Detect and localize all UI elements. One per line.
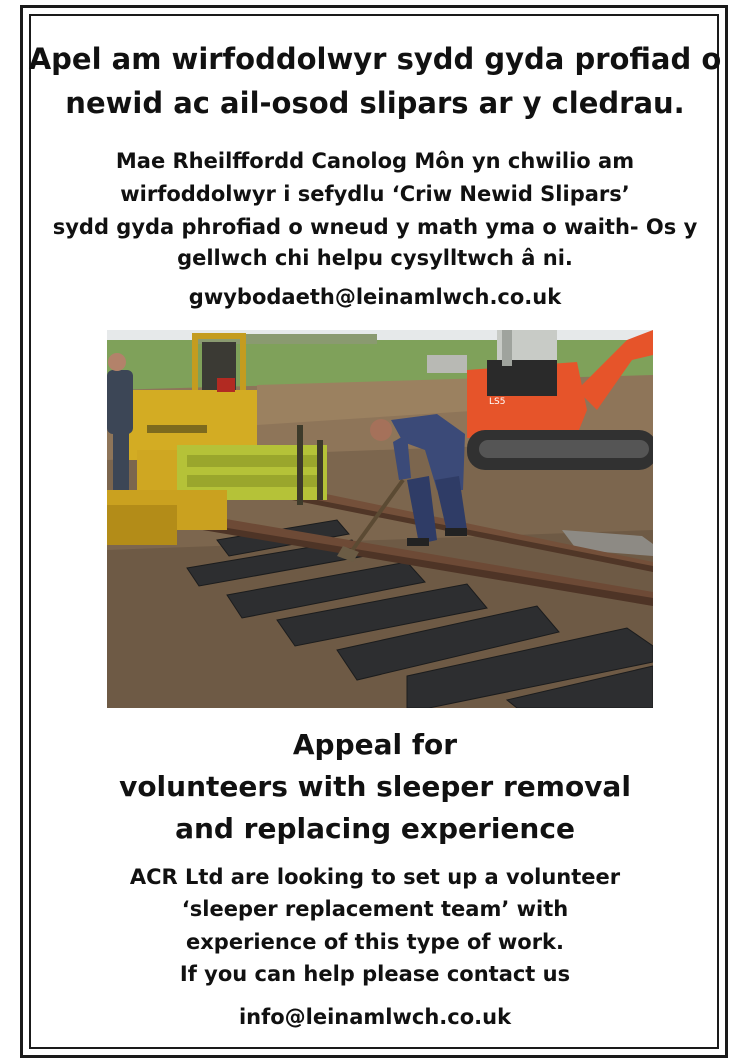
welsh-body-line-2: wirfoddolwyr i sefydlu ‘Criw Newid Slipars’ [120,182,630,206]
welsh-body-line-3: sydd gyda phrofiad o wneud y math yma o waith- Os y [52,215,698,239]
english-body-line-1: ACR Ltd are looking to set up a volunteer [129,865,621,889]
english-body-line-4: If you can help please contact us [179,962,571,986]
english-contact-email[interactable]: info@leinamlwch.co.uk [238,1005,512,1029]
english-heading-line-1: Appeal for [292,728,458,761]
welsh-heading-line-2: newid ac ail-osod slipars ar y cledrau. [65,86,685,120]
english-body-line-2: ‘sleeper replacement team’ with [181,897,569,921]
welsh-heading-line-1: Apel am wirfoddolwyr sydd gyda profiad o [28,42,722,76]
welsh-contact-email[interactable]: gwybodaeth@leinamlwch.co.uk [188,285,562,309]
english-body-line-3: experience of this type of work. [186,930,564,954]
english-heading-line-3: and replacing experience [175,812,575,845]
welsh-body-line-4: gellwch chi helpu cysylltwch â ni. [177,246,573,270]
excavator-badge: LS5 [489,397,506,407]
welsh-body-line-1: Mae Rheilffordd Canolog Môn yn chwilio am [115,149,635,173]
track-work-photo [107,330,653,708]
english-heading-line-2: volunteers with sleeper removal [119,770,631,803]
